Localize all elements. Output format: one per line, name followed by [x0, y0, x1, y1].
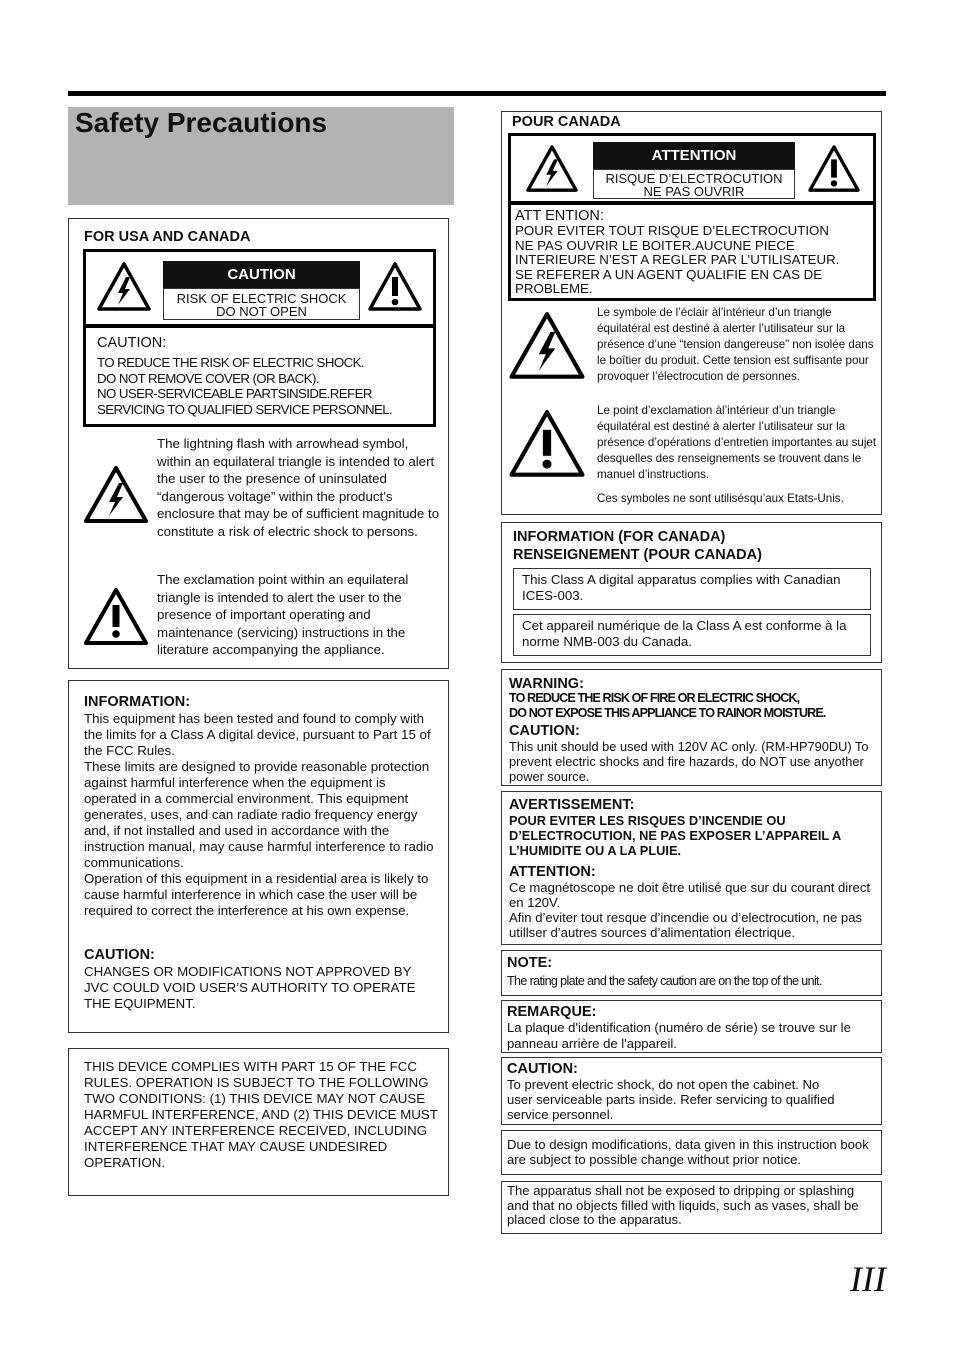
- lightning-explanation: The lightning flash with arrowhead symbol, within an equilateral triangle is intended to alert the user to the presence of uninsulated “dangerous voltage” within the product’s enclosure that may be of sufficient magnitude to constitute a risk of electric shock to persons.: [157, 436, 440, 539]
- avert-attention-text: [509, 880, 879, 940]
- caution-text: To prevent electric shock, do not open the cabinet. No user serviceable parts inside. Refer servicing to qualified service personnel.: [507, 1077, 835, 1122]
- attention-label: [508, 133, 876, 204]
- warning-heading: WARNING:: [509, 676, 584, 692]
- pour-canada-heading: POUR CANADA: [512, 114, 621, 130]
- ices-en-box: This Class A digital apparatus complies with Canadian ICES-003.: [513, 568, 871, 610]
- exclamation-symbol-icon: [83, 587, 149, 647]
- warning-line: DO NOT EXPOSE THIS APPLIANCE TO RAINOR MOISTURE.: [509, 706, 826, 720]
- warning-caution-text: This unit should be used with 120V AC only. (RM-HP790DU) To prevent electric shocks and fire hazards, do NOT use anyother power source.: [509, 739, 869, 784]
- warning-text: [509, 691, 825, 721]
- avert-attention-paragraph: Ce magnétoscope ne doit être utilisé que sur du courant direct en 120V.: [509, 880, 871, 910]
- caution-heading: CAUTION:: [507, 1061, 578, 1077]
- attention-line: PROBLEME.: [515, 281, 593, 296]
- attention-label-title: ATTENTION: [593, 142, 795, 169]
- avert-attention-heading: ATTENTION:: [509, 864, 596, 880]
- exclamation-explanation-fr: Le point d’exclamation àl’intérieur d’un triangle équilatéral est destiné à alerter l’utilisateur sur la présence d’opérations d’entretien importantes au sujet desquelles des renseignements se trouvent dans le manuel d’instructions.: [597, 404, 877, 481]
- information-heading: INFORMATION:: [84, 694, 191, 710]
- caution-title: CAUTION:: [97, 335, 167, 351]
- attention-line: POUR EVITER TOUT RISQUE D’ELECTROCUTION: [515, 223, 829, 238]
- design-notice-section: [501, 1130, 882, 1175]
- caution-lines: [97, 355, 392, 417]
- usa-canada-section: [68, 218, 449, 669]
- ices-heading: [513, 528, 762, 564]
- risque-line-2: NE PAS OUVRIR: [643, 184, 745, 199]
- pour-canada-section: [501, 111, 882, 515]
- note-section: [501, 950, 882, 996]
- information-paragraph: Operation of this equipment in a residential area is likely to cause harmful interference in which case the user will be required to correct the interference at his own expense.: [84, 871, 429, 918]
- ices-section: [501, 522, 882, 663]
- design-notice-text: Due to design modifications, data given in this instruction book are subject to possible change without prior notice.: [507, 1137, 869, 1167]
- risk-label: [163, 288, 360, 320]
- lightning-explanation-fr: Le symbole de l’éclair àl’intérieur d’un triangle équilatéral est destiné à alerter l’utilisateur sur la présence d’une “tension dangereuse” non isolée dans le boîtier du produit. Cette tension est suffisante pour provoquer l’électrocution de personnes.: [597, 306, 874, 383]
- attention-line: NE PAS OUVRIR LE BOITER.AUCUNE PIECE: [515, 237, 795, 253]
- caution-line: TO REDUCE THE RISK OF ELECTRIC SHOCK.: [97, 355, 364, 370]
- avertissement-text: POUR EVITER LES RISQUES D’INCENDIE OU D’ELECTROCUTION, NE PAS EXPOSER L’APPAREIL A L’HUMIDITE OU A LA PLUIE.: [509, 813, 841, 858]
- risque-label: [593, 169, 795, 199]
- fcc-section: [68, 1048, 449, 1196]
- caution-line: NO USER-SERVICEABLE PARTSINSIDE.REFER: [97, 386, 372, 402]
- information-section: [68, 680, 449, 1033]
- exclamation-symbol-icon: [508, 408, 586, 480]
- apparatus-notice-section: [501, 1181, 882, 1234]
- title-banner: [68, 107, 454, 205]
- top-rule: [68, 91, 886, 96]
- caution-label-title: CAUTION: [163, 261, 360, 288]
- ices-heading-fr: RENSEIGNEMENT (POUR CANADA): [513, 547, 762, 563]
- ices-heading-en: INFORMATION (FOR CANADA): [513, 529, 726, 545]
- risk-line-2: DO NOT OPEN: [216, 304, 307, 319]
- usa-heading: FOR USA AND CANADA: [84, 229, 251, 245]
- risque-line-1: RISQUE D’ELECTROCUTION: [605, 171, 783, 186]
- information-paragraph: These limits are designed to provide reasonable protection against harmful interference when the equipment is operated in a commercial environment. This equipment generates, uses, and can radiate radio frequency energy and, if not installed and used in accordance with the instruction manual, may cause harmful interference to radio communications.: [84, 759, 434, 870]
- page-title: Safety Precautions: [75, 107, 328, 138]
- attention-lines: [515, 224, 839, 297]
- attention-title: ATT ENTION:: [515, 208, 604, 224]
- caution-line: DO NOT REMOVE COVER (OR BACK).: [97, 370, 319, 386]
- remarque-section: [501, 1000, 882, 1053]
- lightning-symbol-icon: [508, 310, 586, 382]
- avertissement-section: [501, 791, 882, 945]
- caution-text-box: [83, 325, 436, 427]
- avert-attention-paragraph: Afin d’eviter tout resque d’incendie ou d’electrocution, ne pas utillser d’autres sources d’alimentation électrique.: [509, 910, 863, 940]
- lightning-symbol-icon: [83, 465, 149, 525]
- exclamation-warning-icon: [367, 261, 423, 313]
- exclamation-warning-icon: [807, 144, 861, 194]
- attention-line: SE REFERER A UN AGENT QUALIFIE EN CAS DE: [515, 266, 823, 282]
- caution-line: SERVICING TO QUALIFIED SERVICE PERSONNEL.: [97, 401, 393, 417]
- warning-section: [501, 669, 882, 786]
- note-heading: NOTE:: [507, 955, 553, 971]
- warning-line: TO REDUCE THE RISK OF FIRE OR ELECTRIC SHOCK,: [509, 691, 800, 705]
- page-number: III: [850, 1259, 886, 1299]
- lightning-warning-icon: [525, 144, 579, 194]
- apparatus-notice-text: The apparatus shall not be exposed to dripping or splashing and that no objects filled with liquids, such as vases, shall be placed close to the apparatus.: [507, 1183, 859, 1227]
- avertissement-heading: AVERTISSEMENT:: [509, 797, 635, 813]
- ices-fr-box: Cet appareil numérique de la Class A est conforme à la norme NMB-003 du Canada.: [513, 614, 871, 656]
- information-paragraph: This equipment has been tested and found to comply with the limits for a Class A digital device, pursuant to Part 15 of the FCC Rules.: [84, 711, 431, 758]
- information-caution-heading: CAUTION:: [84, 947, 155, 963]
- caution-label: [83, 249, 436, 327]
- usa-only-note: Ces symboles ne sont utilisésqu’aux Etats-Unis.: [597, 492, 844, 505]
- warning-caution-heading: CAUTION:: [509, 723, 580, 739]
- exclamation-explanation: The exclamation point within an equilateral triangle is intended to alert the user to the presence of important operating and maintenance (servicing) instructions in the literature accompanying the appliance.: [157, 572, 409, 658]
- lightning-warning-icon: [96, 261, 152, 313]
- attention-text-box: [508, 202, 876, 301]
- caution-section: [501, 1057, 882, 1125]
- remarque-heading: REMARQUE:: [507, 1004, 597, 1020]
- note-text: The rating plate and the safety caution are on the top of the unit.: [507, 974, 822, 988]
- attention-line: INTERIEURE N’EST A REGLER PAR L’UTILISATEUR.: [515, 252, 840, 267]
- risk-line-1: RISK OF ELECTRIC SHOCK: [176, 291, 347, 306]
- information-caution-text: CHANGES OR MODIFICATIONS NOT APPROVED BY JVC COULD VOID USER’S AUTHORITY TO OPERATE THE EQUIPMENT.: [84, 964, 416, 1011]
- remarque-text: La plaque d'identification (numéro de série) se trouve sur le panneau arrière de l'appareil.: [507, 1020, 851, 1051]
- fcc-text: THIS DEVICE COMPLIES WITH PART 15 OF THE FCC RULES. OPERATION IS SUBJECT TO THE FOLLOWING TWO CONDITIONS: (1) THIS DEVICE MAY NOT CAUSE HARMFUL INTERFERENCE, AND (2) THIS DEVICE MUST ACCEPT ANY INTERFERENCE RECEIVED, INCLUDING INTERFERENCE THAT MAY CAUSE UNDESIRED OPERATION.: [84, 1059, 438, 1170]
- information-body: [84, 711, 436, 919]
